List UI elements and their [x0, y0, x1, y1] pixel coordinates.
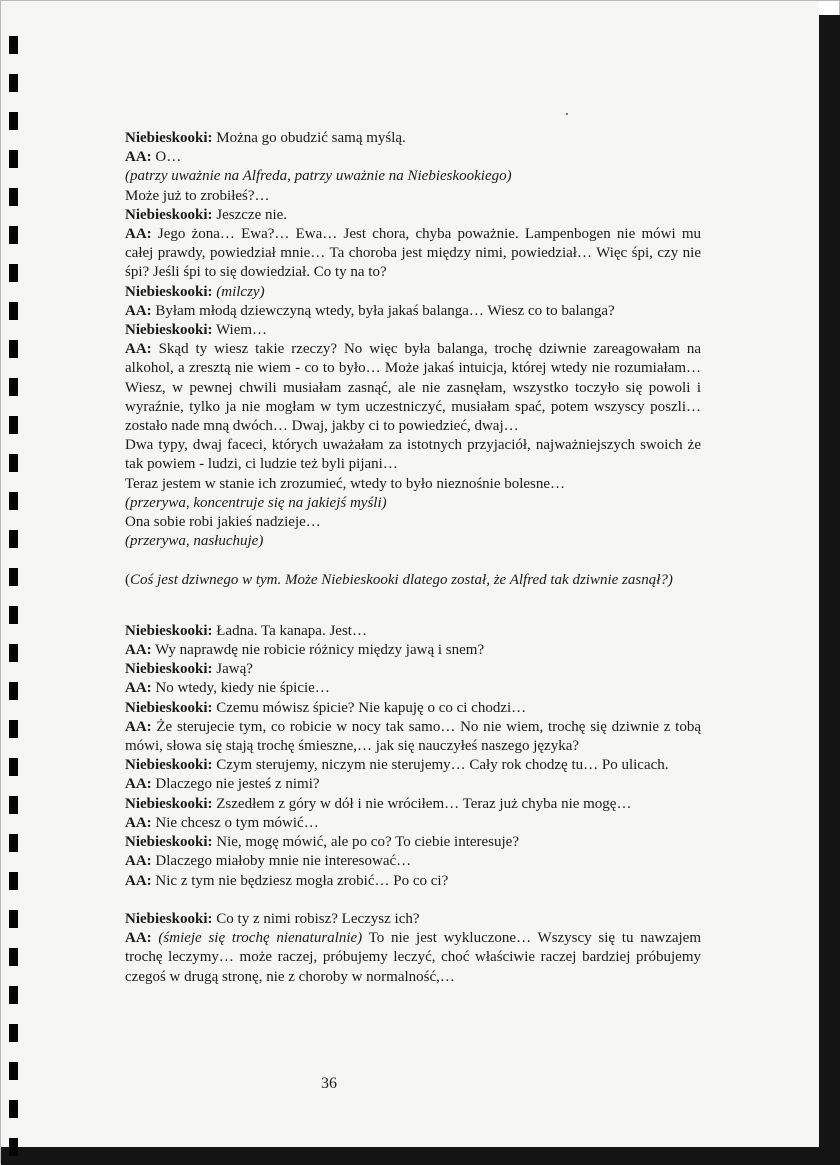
binding-hole	[9, 1100, 18, 1118]
dialogue-line	[125, 475, 701, 494]
scan-shadow-right	[819, 15, 840, 1165]
speaker-name: Niebieskooki:	[125, 130, 213, 146]
binding-hole	[9, 112, 18, 130]
binding-hole	[9, 720, 18, 738]
line-text: O…	[151, 149, 182, 166]
line-text: Może już to zrobiłeś?…	[125, 187, 270, 204]
binding-hole	[9, 492, 18, 510]
dialogue-line	[125, 225, 701, 283]
dialogue-line	[125, 571, 701, 590]
speck	[566, 113, 568, 115]
dialogue-line	[125, 622, 701, 641]
dialogue-line	[125, 436, 701, 474]
binding-hole	[9, 226, 18, 244]
dialogue-line	[125, 852, 701, 871]
binding-hole	[9, 188, 18, 206]
line-text: (	[125, 571, 130, 588]
stage-direction: (przerywa, nasłuchuje)	[125, 533, 264, 550]
binding-hole	[9, 834, 18, 852]
paragraph-gap	[125, 891, 701, 910]
dialogue-line	[125, 148, 701, 167]
binding-hole	[9, 36, 18, 54]
speaker-name: AA:	[125, 872, 152, 889]
line-text: To nie jest wykluczone… Wszyscy się tu nawzajem trochę leczymy… może raczej, próbujemy leczyć, choć właściwie raczej bardziej próbujemy czegoś w drugą stronę, nie z choroby w normalność,…	[125, 930, 702, 985]
dialogue-line	[125, 814, 701, 833]
speaker-name: Niebieskooki:	[125, 206, 213, 223]
binding-hole	[9, 378, 18, 396]
line-text: Nie, mogę mówić, ale po co? To ciebie interesuje?	[212, 834, 519, 851]
line-text: Zszedłem z góry w dół i nie wróciłem… Teraz już chyba nie mogę…	[212, 795, 632, 812]
speaker-name: Niebieskooki:	[125, 699, 213, 716]
stage-direction: (milczy)	[212, 283, 265, 300]
binding-hole	[9, 302, 18, 320]
dialogue-line	[125, 679, 701, 698]
paper-sheet	[1, 1, 819, 1147]
binding-hole	[9, 416, 18, 434]
line-text: Czemu mówisz śpicie? Nie kapuję o co ci chodzi…	[212, 699, 527, 716]
line-text: Byłam młodą dziewczyną wtedy, była jakaś balanga… Wiesz co to balanga?	[151, 302, 615, 319]
dialogue-line	[125, 833, 701, 852]
dialogue-line	[125, 321, 701, 340]
line-text: Dlaczego miałoby mnie nie interesować…	[151, 853, 412, 870]
line-text: Jeszcze nie.	[212, 206, 288, 223]
binding-hole	[9, 606, 18, 624]
dialogue-line	[125, 129, 701, 148]
speaker-name: AA:	[125, 149, 152, 166]
binding-hole	[9, 568, 18, 586]
binding-hole	[9, 74, 18, 92]
speaker-name: Niebieskooki:	[125, 322, 213, 339]
line-text: Skąd ty wiesz takie rzeczy? No więc była balanga, trochę dziwnie zareagowałam na alkohol, a zresztą nie wiem - co to było… Może jakaś intuicja, której wtedy nie rozumiałam… Wiesz, w pewnej chwili musiałam zasnąć, ale nie zasnęłam, wszystko toczyło się powoli i wyraźnie, tylko ja nie mogłam w tym uczestniczyć, musiałam spać, potem wszyscy poszli… zostało nade mną dwóch… Dwaj, jakby ci to powiedzieć, dwaj…	[125, 341, 701, 435]
speaker-name: AA:	[125, 642, 152, 659]
speaker-name: Niebieskooki:	[125, 622, 213, 639]
binding-hole	[9, 948, 18, 966]
binding-hole	[9, 910, 18, 928]
speaker-name: AA:	[125, 718, 152, 735]
paragraph-gap	[125, 590, 701, 622]
dialogue-line	[125, 910, 701, 929]
dialogue-line	[125, 532, 701, 551]
binding-hole	[9, 1138, 18, 1156]
dialogue-line	[125, 494, 701, 513]
line-text: Teraz jestem w stanie ich zrozumieć, wtedy to było nieznośnie bolesne…	[125, 475, 566, 492]
line-text: No wtedy, kiedy nie śpicie…	[151, 680, 330, 697]
stage-direction: Coś jest dziwnego w tym. Może Niebieskooki dlatego został, że Alfred tak dziwnie zasnął?)	[130, 571, 673, 588]
binding-hole	[9, 264, 18, 282]
binding-hole	[9, 1024, 18, 1042]
speaker-name: AA:	[125, 853, 152, 870]
scan-shadow-bottom	[1, 1147, 840, 1165]
binding-hole	[9, 796, 18, 814]
speaker-name: AA:	[125, 226, 152, 243]
binding-hole	[9, 454, 18, 472]
dialogue-line	[125, 872, 701, 891]
dialogue-line	[125, 187, 701, 206]
line-text: Wiem…	[212, 322, 268, 339]
dialogue-line	[125, 641, 701, 660]
line-text: Ona sobie robi jakieś nadzieje…	[125, 514, 321, 531]
binding-hole	[9, 872, 18, 890]
dialogue-line	[125, 206, 701, 225]
line-text: Jawą?	[212, 661, 253, 678]
dialogue-line	[125, 795, 701, 814]
line-text: Nie chcesz o tym mówić…	[151, 814, 319, 831]
stage-direction: (patrzy uważnie na Alfreda, patrzy uważnie na Niebieskookiego)	[125, 168, 512, 185]
line-text: Co ty z nimi robisz? Leczysz ich?	[212, 910, 420, 927]
line-text: Nic z tym nie będziesz mogła zrobić… Po co ci?	[151, 872, 449, 889]
speaker-name: Niebieskooki:	[125, 795, 213, 812]
speaker-name: AA:	[125, 341, 152, 358]
dialogue-line	[125, 283, 701, 302]
line-text: Wy naprawdę nie robicie różnicy między jawą i snem?	[151, 642, 485, 659]
binding-hole	[9, 758, 18, 776]
page-number: 36	[321, 1075, 337, 1092]
line-text: Dwa typy, dwaj faceci, których uważałam za istotnych przyjaciół, najważniejszych swoich że tak powiem - ludzi, ci ludzie też byli pijani…	[125, 437, 701, 473]
dialogue-line	[125, 699, 701, 718]
binding-hole	[9, 644, 18, 662]
document-body	[125, 129, 701, 987]
paragraph-gap	[125, 551, 701, 570]
binding-hole	[9, 986, 18, 1004]
speaker-name: Niebieskooki:	[125, 834, 213, 851]
line-text: Można go obudzić samą myślą.	[212, 130, 406, 146]
binding-hole	[9, 682, 18, 700]
dialogue-line	[125, 513, 701, 532]
dialogue-line	[125, 756, 701, 775]
speaker-name: AA:	[125, 814, 152, 831]
speaker-name: Niebieskooki:	[125, 910, 213, 927]
speaker-name: AA:	[125, 776, 152, 793]
dialogue-line	[125, 167, 701, 186]
stage-direction: (przerywa, koncentruje się na jakiejś myśli)	[125, 494, 387, 511]
dialogue-line	[125, 302, 701, 321]
line-text: Że sterujecie tym, co robicie w nocy tak samo… No nie wiem, trochę się dziwnie z tobą mówi, słowa się stają trochę śmieszne,… jak się nauczyłeś naszego języka?	[125, 718, 701, 755]
line-text: Czym sterujemy, niczym nie sterujemy… Cały rok chodzę tu… Po ulicach.	[212, 757, 669, 774]
speaker-name: Niebieskooki:	[125, 661, 213, 678]
dialogue-line	[125, 929, 701, 987]
line-text: Ładna. Ta kanapa. Jest…	[212, 622, 367, 639]
speaker-name: Niebieskooki:	[125, 757, 213, 774]
speaker-name: AA:	[125, 302, 152, 319]
dialogue-line	[125, 660, 701, 679]
dialogue-line	[125, 775, 701, 794]
binding-hole	[9, 150, 18, 168]
speaker-name: Niebieskooki:	[125, 283, 213, 300]
binding-hole	[9, 340, 18, 358]
speaker-name: AA:	[125, 930, 152, 947]
speaker-name: AA:	[125, 680, 152, 697]
dialogue-line	[125, 340, 701, 436]
line-text: Dlaczego nie jesteś z nimi?	[151, 776, 320, 793]
dialogue-line	[125, 718, 701, 756]
binding-hole	[9, 530, 18, 548]
stage-direction: (śmieje się trochę nienaturalnie)	[151, 930, 363, 947]
binding-hole	[9, 1062, 18, 1080]
line-text: Jego żona… Ewa?… Ewa… Jest chora, chyba poważnie. Lampenbogen nie mówi mu całej prawdy, powiedział mnie… Ta choroba jest między nimi, powiedział… Więc śpi, czy nie śpi? Jeśli śpi to się dowiedział. Co ty na to?	[125, 226, 701, 281]
